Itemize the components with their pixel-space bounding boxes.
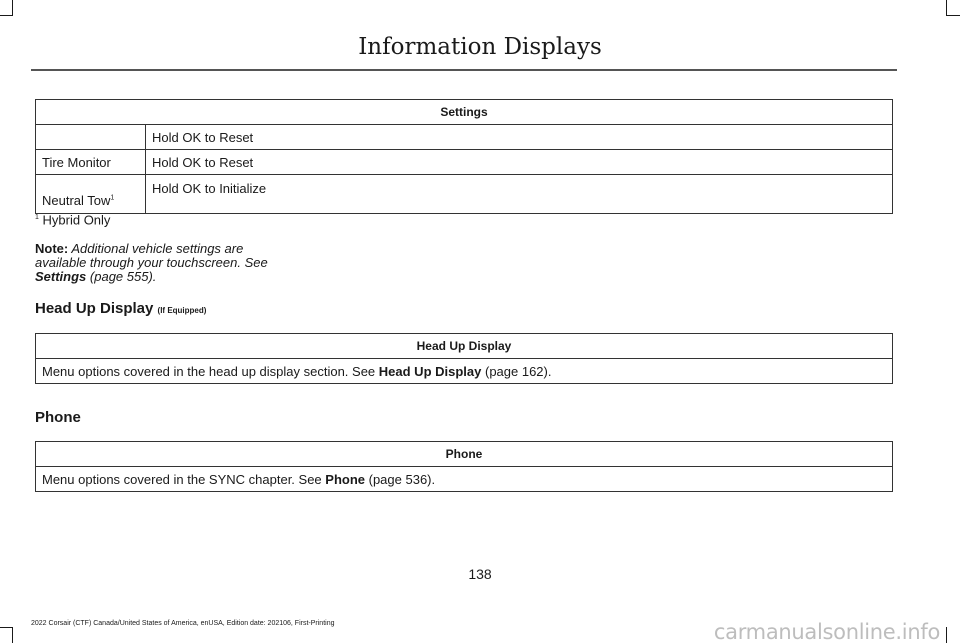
table-cell-label — [36, 175, 146, 214]
note-line-2: available through your touchscreen. See — [35, 255, 268, 270]
header-divider — [31, 69, 897, 71]
crop-mark-bottom-right-vertical — [946, 627, 947, 643]
phone-section-heading: Phone — [35, 409, 81, 426]
phone-table-header-row — [36, 442, 893, 467]
crop-mark-top-left-vertical — [12, 0, 13, 16]
crop-mark-bottom-left-vertical — [12, 627, 13, 643]
table-row — [36, 125, 893, 150]
settings-link[interactable]: Settings — [35, 269, 87, 284]
settings-table-header-row — [36, 100, 893, 125]
footnote-text: Hybrid Only — [38, 212, 111, 228]
hud-row-prefix: Menu options covered in the head up display section. See — [42, 363, 379, 379]
footnote — [35, 211, 110, 227]
table-cell-label: Tire Monitor — [36, 150, 146, 175]
settings-table — [35, 99, 893, 214]
neutral-tow-label: Neutral Tow — [42, 193, 111, 208]
hud-link[interactable]: Head Up Display — [378, 363, 482, 379]
crop-mark-top-left-horizontal — [0, 15, 13, 16]
table-cell-action: Hold OK to Reset — [146, 150, 893, 175]
footnote-marker: 1 — [110, 194, 115, 202]
crop-mark-top-right-vertical — [946, 0, 947, 16]
hud-table-heading: Head Up Display — [36, 334, 893, 359]
footer-edition-text: 2022 Corsair (CTF) Canada/United States of America, enUSA, Edition date: 202106, First-Printing — [31, 620, 335, 627]
note-paragraph — [35, 242, 268, 284]
table-row — [36, 175, 893, 214]
phone-link[interactable]: Phone — [325, 471, 366, 487]
note-label: Note: — [35, 241, 69, 256]
table-row — [36, 150, 893, 175]
note-line-1: Additional vehicle settings are — [68, 241, 244, 256]
phone-table-heading: Phone — [36, 442, 893, 467]
hud-section-heading — [35, 300, 206, 317]
phone-row-suffix: (page 536). — [365, 471, 436, 487]
page-number: 138 — [468, 566, 492, 582]
hud-row-suffix: (page 162). — [481, 363, 552, 379]
note-page-ref: (page 555). — [86, 269, 157, 284]
hud-table — [35, 333, 893, 384]
hud-qualifier: (If Equipped) — [157, 306, 207, 315]
hud-heading-text: Head Up Display — [35, 300, 154, 317]
crop-mark-top-right-horizontal — [946, 15, 960, 16]
settings-table-heading: Settings — [36, 100, 893, 125]
phone-table-cell — [36, 467, 893, 492]
crop-mark-bottom-left-horizontal — [0, 627, 13, 628]
footnote-number: 1 — [35, 214, 39, 221]
table-cell-action: Hold OK to Initialize — [146, 175, 893, 214]
page-header-title: Information Displays — [358, 34, 602, 60]
table-row — [36, 467, 893, 492]
hud-table-header-row — [36, 334, 893, 359]
table-cell-action: Hold OK to Reset — [146, 125, 893, 150]
table-cell-label — [36, 125, 146, 150]
table-row — [36, 359, 893, 384]
phone-row-prefix: Menu options covered in the SYNC chapter. See — [42, 471, 326, 487]
watermark: carmanualsonline.info — [713, 620, 940, 644]
phone-table — [35, 441, 893, 492]
hud-table-cell — [36, 359, 893, 384]
